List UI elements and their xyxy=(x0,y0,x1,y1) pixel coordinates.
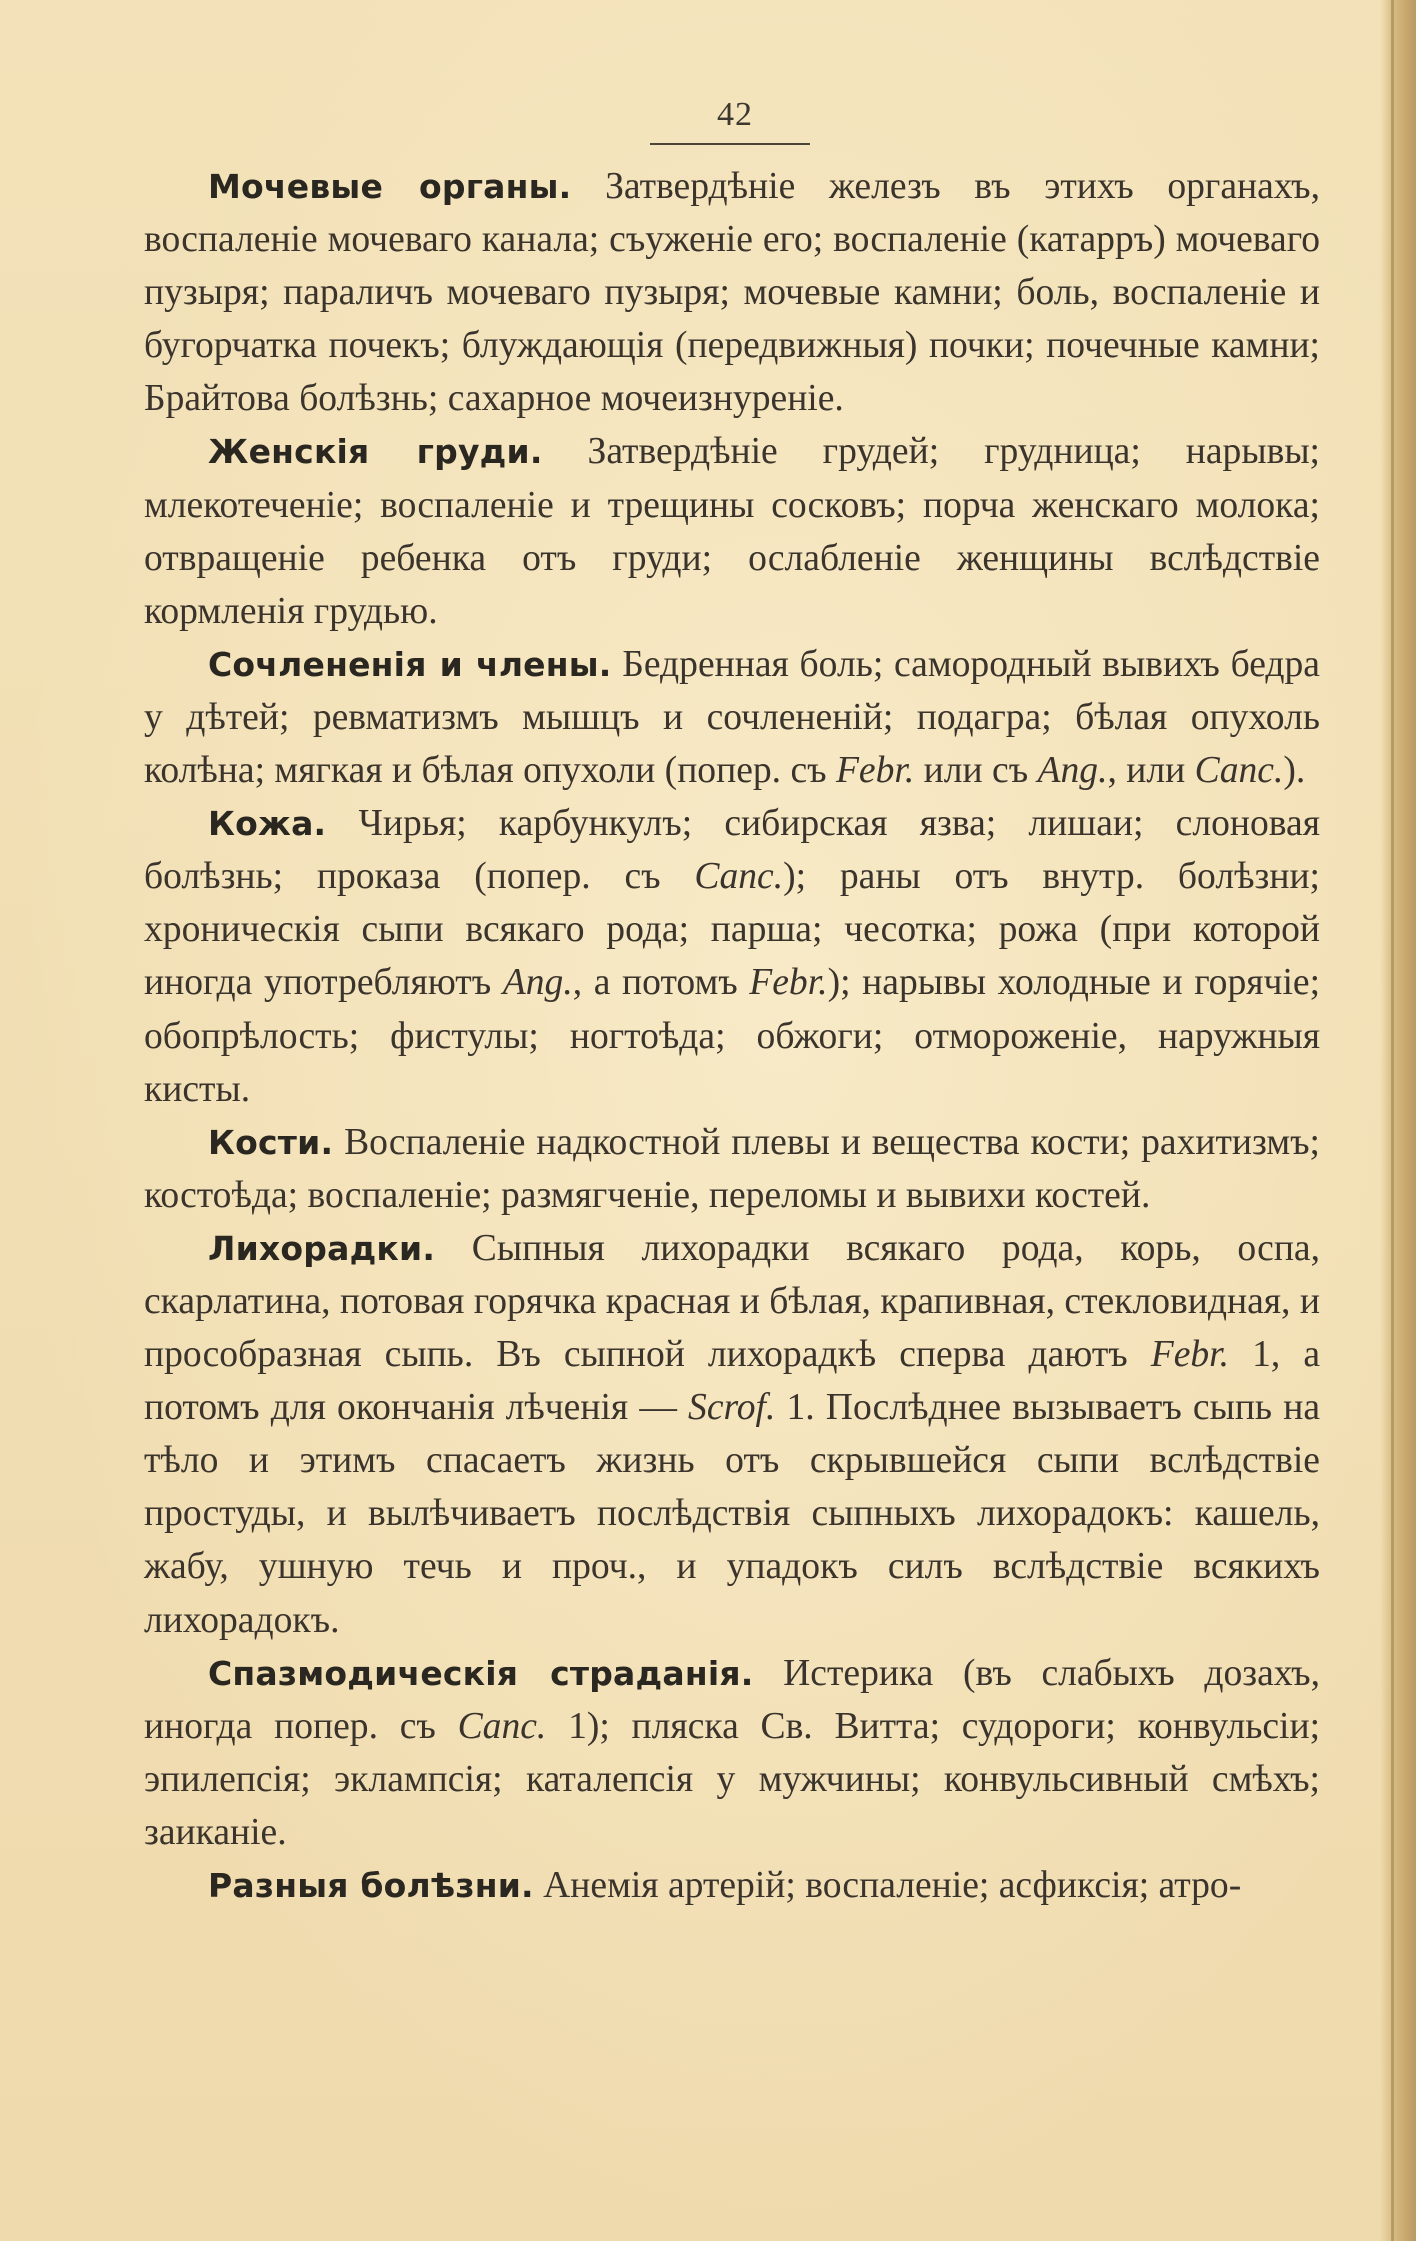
paragraph-various-diseases xyxy=(144,1859,1320,1912)
remedy-abbreviation: Febr. xyxy=(749,962,828,1004)
paragraph-heading: Женскія груди. xyxy=(208,432,543,472)
paragraph-heading: Спазмодическія страданія. xyxy=(208,1653,754,1693)
paragraph-body: 1, а потомъ для окончанія лѣченія — xyxy=(144,1334,1320,1429)
paragraph-body: , или xyxy=(1107,750,1195,792)
paragraph-body: Затвердѣніе грудей; грудница; нарывы; млекотеченіе; воспаленіе и трещины сосковъ; порча женскаго молока; отвращеніе ребенка отъ груди; ослабленіе женщины вслѣдствіе кормленія грудью. xyxy=(144,431,1321,632)
paragraph-body: ). xyxy=(1283,750,1306,792)
paragraph-body: 1. Послѣднее вызываетъ сыпь на тѣло и этимъ спасаетъ жизнь отъ скрывшейся сыпи вслѣдствіе простуды, и вылѣчиваетъ послѣдствія сыпныхъ лихорадокъ: кашель, жабу, ушную течь и проч., и упадокъ силъ вслѣдствіе всякихъ лихорадокъ. xyxy=(144,1387,1320,1641)
remedy-abbreviation: Canc. xyxy=(694,856,784,898)
paragraph-fevers xyxy=(144,1222,1320,1647)
paragraph-body: ); нарывы холодные и горячіе; обопрѣлость; фистулы; ногтоѣда; обжоги; отмороженіе, наружныя кисты. xyxy=(144,962,1321,1110)
paragraph-body: Затвердѣніе железъ въ этихъ органахъ, воспаленіе мочеваго канала; съуженіе его; воспаленіе (катарръ) мочеваго пузыря; параличъ мочеваго пузыря; мочевые камни; боль, воспаленіе и бугорчатка почекъ; блуждающія (передвижныя) почки; почечные камни; Брайтова болѣзнь; сахарное мочеизнуреніе. xyxy=(144,166,1320,420)
paragraph-heading: Кожа. xyxy=(208,804,327,844)
paragraph-body: 1); пляска Св. Витта; судороги; конвульсіи; эпилепсія; эклампсія; каталепсія у мужчины; конвульсивный смѣхъ; заиканіе. xyxy=(144,1705,1321,1853)
paragraph-heading: Кости. xyxy=(208,1122,334,1162)
paragraph-body: , а потомъ xyxy=(572,962,750,1004)
remedy-abbreviation: Ang. xyxy=(502,962,573,1004)
paragraph-body: Бедренная боль; самородный вывихъ бедра у дѣтей; ревматизмъ мышцъ и сочлененій; подагра; бѣлая опухоль колѣна; мягкая и бѣлая опухоли (попер. съ xyxy=(144,643,1320,792)
remedy-abbreviation: Scrof. xyxy=(688,1387,776,1429)
paragraph-heading: Мочевые органы. xyxy=(208,167,572,206)
paragraph-body: Истерика (въ слабыхъ дозахъ, иногда попер. съ xyxy=(144,1652,1320,1747)
paragraph-body: Воспаленіе надкостной плевы и вещества кости; рахитизмъ; костоѣда; воспаленіе; размягченіе, переломы и вывихи костей. xyxy=(144,1121,1320,1216)
page-number-rule xyxy=(650,143,810,145)
paragraph-heading: Сочлененія и члены. xyxy=(208,644,612,684)
page-edge-line xyxy=(1391,0,1394,2241)
paragraph-body: Анемія артерій; воспаленіе; асфиксія; атро- xyxy=(533,1865,1242,1906)
paragraph-body: ); раны отъ внутр. болѣзни; хроническія сыпи всякаго рода; парша; чесотка; рожа (при которой иногда употребляютъ xyxy=(144,856,1320,1004)
remedy-abbreviation: Canc. xyxy=(1194,750,1284,792)
paragraph-heading: Разныя болѣзни. xyxy=(208,1866,534,1905)
page-number: 42 xyxy=(717,96,753,133)
paragraph-body: Сыпныя лихорадки всякаго рода, корь, оспа, скарлатина, потовая горячка красная и бѣлая, крапивная, стекловидная, и прособразная сыпь. Въ сыпной лихорадкѣ сперва даютъ xyxy=(144,1227,1320,1376)
remedy-abbreviation: Febr. xyxy=(835,750,915,792)
paragraph-heading: Лихорадки. xyxy=(208,1228,436,1268)
remedy-abbreviation: Febr. xyxy=(1150,1334,1230,1376)
page-text xyxy=(144,160,1320,1912)
remedy-abbreviation: Ang. xyxy=(1037,750,1108,792)
paragraph-body: или съ xyxy=(914,750,1038,792)
page-edge xyxy=(1380,0,1416,2241)
paragraph-joints-limbs xyxy=(144,638,1320,797)
paragraph-female-breasts xyxy=(144,425,1320,637)
paragraph-body: Чирья; карбункулъ; сибирская язва; лишаи; слоновая болѣзнь; проказа (попер. съ xyxy=(144,803,1320,898)
paragraph-bones xyxy=(144,1116,1320,1222)
remedy-abbreviation: Canc. xyxy=(457,1705,547,1747)
paragraph-spasmodic-ailments xyxy=(144,1647,1320,1859)
paragraph-skin xyxy=(144,797,1320,1116)
paragraph-urinary-organs xyxy=(144,160,1320,425)
